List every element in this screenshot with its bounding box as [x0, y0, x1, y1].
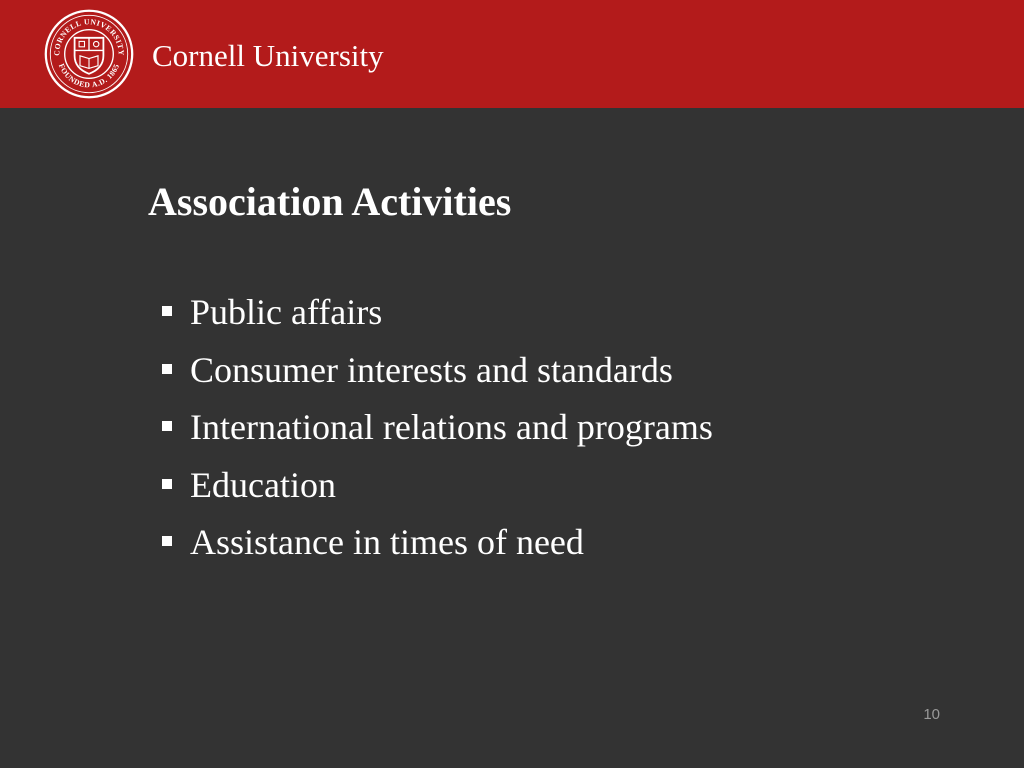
square-bullet-icon	[162, 536, 172, 546]
square-bullet-icon	[162, 306, 172, 316]
bullet-text: Consumer interests and standards	[190, 349, 673, 390]
cornell-seal-logo	[44, 9, 134, 99]
square-bullet-icon	[162, 421, 172, 431]
svg-text:CORNELL UNIVERSITY: CORNELL UNIVERSITY	[52, 17, 126, 56]
square-bullet-icon	[162, 479, 172, 489]
page-number: 10	[923, 706, 940, 723]
university-wordmark: Cornell University	[152, 38, 384, 73]
slide-title: Association Activities	[148, 179, 512, 224]
header-banner	[0, 0, 1024, 108]
bullet-text: Education	[190, 464, 336, 505]
bullet-text: International relations and programs	[190, 407, 713, 447]
svg-text:FOUNDED A.D. 1865: FOUNDED A.D. 1865	[56, 62, 122, 90]
bullet-text: Assistance in times of need	[190, 522, 584, 562]
square-bullet-icon	[162, 364, 172, 374]
bullet-text: Public affairs	[190, 292, 383, 332]
